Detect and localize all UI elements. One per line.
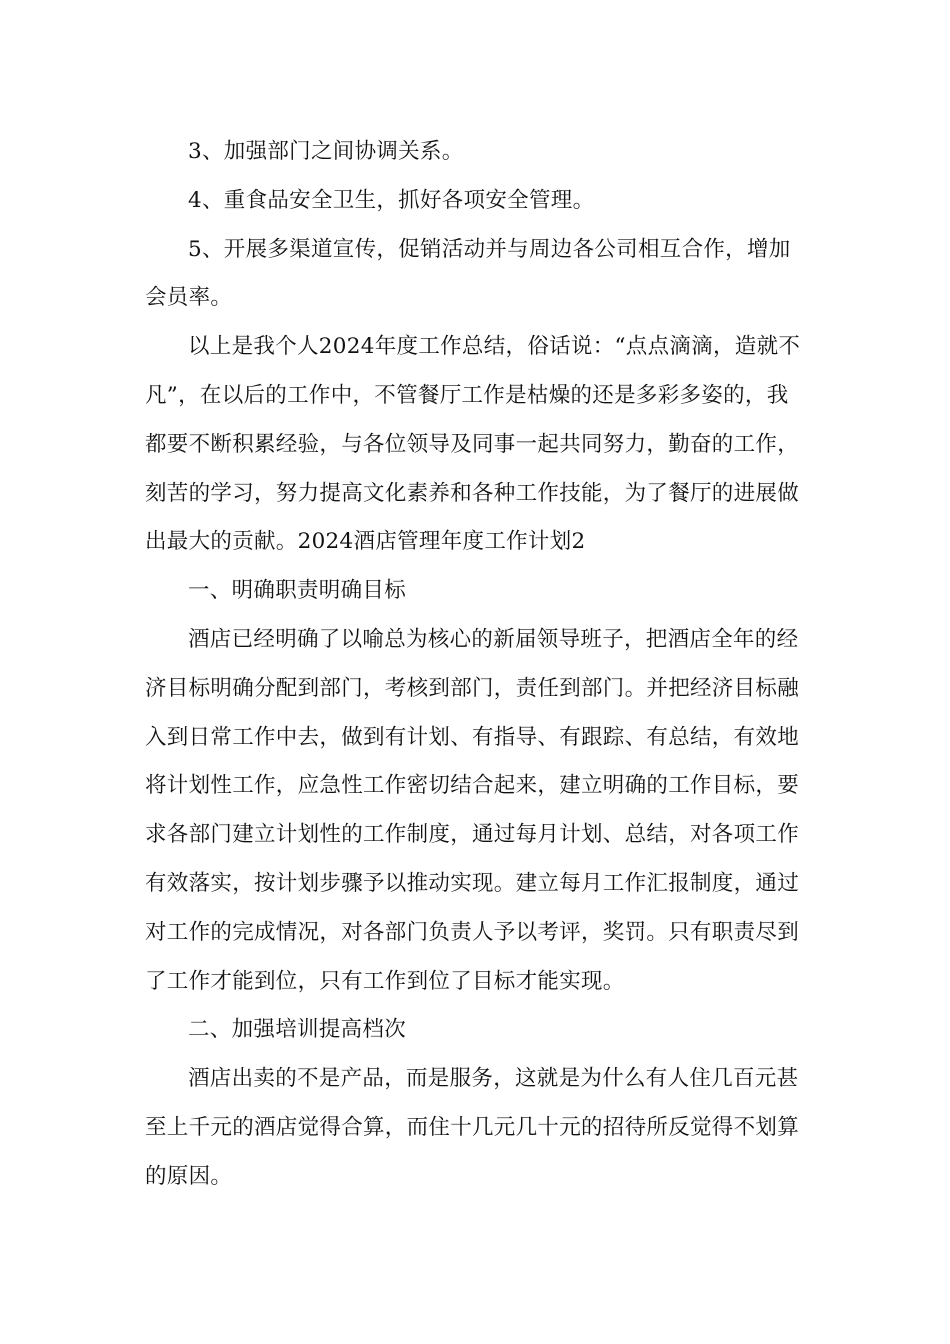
section-1-paragraph: 酒店已经明确了以喻总为核心的新届领导班子，把酒店全年的经济目标明确分配到部门，考核到部门，责任到部门。并把经济目标融入到日常工作中去，做到有计划、有指导、有跟踪、有总结，有效地将计划性工作，应急性工作密切结合起来，建立明确的工作目标，要求各部门建立计划性的工作制度，通过每月计划、总结，对各项工作有效落实，按计划步骤予以推动实现。建立每月工作汇报制度，通过对工作的完成情况，对各部门负责人予以考评，奖罚。只有职责尽到了工作才能到位，只有工作到位了目标才能实现。 [145,626,800,994]
paragraph-item-4: 4、重食品安全卫生，抓好各项安全管理。 [188,187,595,213]
section-heading-1: 一、明确职责明确目标 [188,578,407,604]
section-heading-2: 二、加强培训提高档次 [188,1017,407,1043]
paragraph-item-3: 3、加强部门之间协调关系。 [188,139,464,164]
section-2-paragraph: 酒店出卖的不是产品，而是服务，这就是为什么有人住几百元甚至上千元的酒店觉得合算，而住十几元几十元的招待所反觉得不划算的原因。 [145,1066,800,1189]
summary-paragraph: 以上是我个人2024年度工作总结，俗话说：“点点滴滴，造就不凡”，在以后的工作中，不管餐厅工作是枯燥的还是多彩多姿的，我都要不断积累经验，与各位领导及同事一起共同努力，勤奋的工作，刻苦的学习，努力提高文化素养和各种工作技能，为了餐厅的进展做出最大的贡献。2024酒店管理年度工作计划2 [145,334,801,555]
document-body [145,128,810,1202]
paragraph-item-5: 5、开展多渠道宣传，促销活动并与周边各公司相互合作，增加会员率。 [145,236,791,311]
